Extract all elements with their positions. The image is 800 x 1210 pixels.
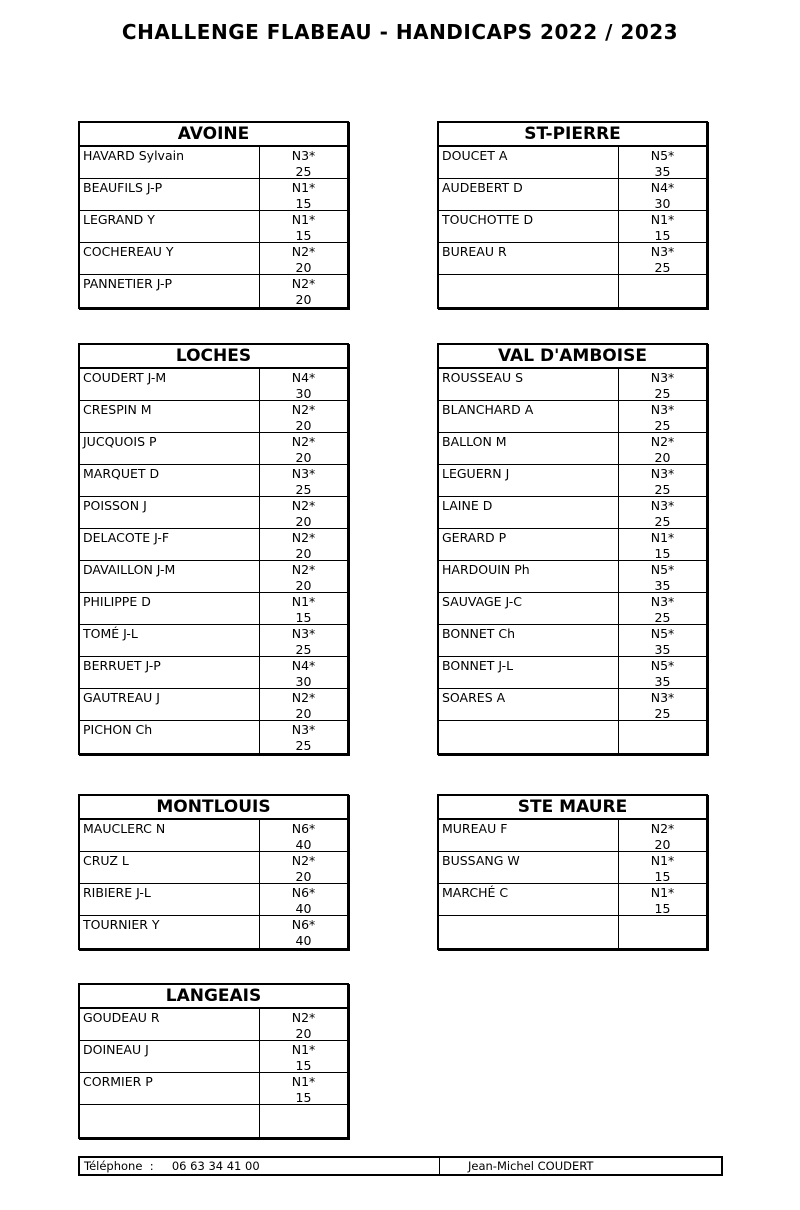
handicap-level: N2*	[291, 562, 316, 577]
player-handicap	[260, 625, 347, 656]
player-handicap	[260, 852, 347, 883]
handicap-points: 25	[295, 641, 312, 657]
player-handicap	[619, 529, 706, 560]
handicap-level: N4*	[291, 370, 316, 385]
player-handicap	[619, 497, 706, 528]
player-name: BEAUFILS J-P	[80, 179, 260, 210]
player-name: JUCQUOIS P	[80, 433, 260, 464]
handicap-points: 20	[295, 868, 312, 884]
player-row	[439, 147, 706, 179]
player-handicap	[260, 369, 347, 400]
handicap-points: 15	[295, 195, 312, 211]
player-handicap	[619, 820, 706, 851]
handicap-points: 35	[654, 577, 671, 593]
player-row	[80, 529, 347, 561]
player-name: SAUVAGE J-C	[439, 593, 619, 624]
player-handicap	[619, 916, 706, 948]
player-row	[439, 852, 706, 884]
handicap-level: N2*	[291, 244, 316, 259]
player-name: BUSSANG W	[439, 852, 619, 883]
player-name: BLANCHARD A	[439, 401, 619, 432]
player-row	[80, 884, 347, 916]
player-handicap	[260, 1041, 347, 1072]
handicap-points: 20	[295, 291, 312, 307]
handicap-level: N3*	[291, 722, 316, 737]
handicap-points: 25	[295, 737, 312, 753]
player-handicap	[619, 179, 706, 210]
player-row	[80, 147, 347, 179]
player-name: DOINEAU J	[80, 1041, 260, 1072]
player-row	[80, 369, 347, 401]
player-handicap	[619, 369, 706, 400]
handicap-points: 20	[654, 449, 671, 465]
handicap-level: N3*	[650, 594, 675, 609]
handicap-points: 25	[654, 609, 671, 625]
player-row	[80, 1105, 347, 1137]
handicap-level: N1*	[291, 594, 316, 609]
player-row	[80, 721, 347, 753]
player-row	[80, 275, 347, 307]
player-row	[439, 275, 706, 307]
player-row	[439, 211, 706, 243]
player-handicap	[619, 275, 706, 307]
player-row	[439, 625, 706, 657]
footer-phone: Téléphone : 06 63 34 41 00	[80, 1158, 440, 1174]
player-row	[80, 689, 347, 721]
handicap-points: 25	[295, 163, 312, 179]
handicap-points: 20	[295, 259, 312, 275]
player-handicap	[260, 1105, 347, 1137]
player-handicap	[260, 465, 347, 496]
player-row	[80, 497, 347, 529]
handicap-level: N3*	[291, 148, 316, 163]
handicap-level: N4*	[291, 658, 316, 673]
footer-contact	[78, 1156, 723, 1176]
player-handicap	[260, 433, 347, 464]
handicap-level: N1*	[291, 180, 316, 195]
club-table	[78, 121, 349, 309]
player-row	[439, 369, 706, 401]
player-row	[439, 433, 706, 465]
player-row	[439, 529, 706, 561]
handicap-points: 25	[654, 481, 671, 497]
player-row	[439, 884, 706, 916]
player-name: CRESPIN M	[80, 401, 260, 432]
player-name: DAVAILLON J-M	[80, 561, 260, 592]
player-name: TOMÉ J-L	[80, 625, 260, 656]
player-row	[80, 1073, 347, 1105]
player-handicap	[619, 561, 706, 592]
club-table	[78, 983, 349, 1139]
player-row	[80, 243, 347, 275]
handicap-level: N1*	[291, 1042, 316, 1057]
handicap-level: N6*	[291, 917, 316, 932]
club-table	[78, 794, 349, 950]
handicap-level: N3*	[650, 498, 675, 513]
player-handicap	[260, 721, 347, 753]
handicap-points: 15	[654, 868, 671, 884]
player-name: BUREAU R	[439, 243, 619, 274]
player-handicap	[619, 657, 706, 688]
player-name: TOURNIER Y	[80, 916, 260, 948]
handicap-level: N2*	[291, 498, 316, 513]
player-handicap	[619, 689, 706, 720]
player-handicap	[260, 916, 347, 948]
player-handicap	[260, 401, 347, 432]
player-row	[439, 916, 706, 948]
handicap-level: N5*	[650, 626, 675, 641]
player-handicap	[260, 179, 347, 210]
player-name: LEGUERN J	[439, 465, 619, 496]
player-handicap	[619, 884, 706, 915]
player-row	[80, 625, 347, 657]
player-name: BALLON M	[439, 433, 619, 464]
handicap-level: N1*	[650, 212, 675, 227]
player-name: GERARD P	[439, 529, 619, 560]
player-handicap	[260, 593, 347, 624]
handicap-level: N3*	[650, 370, 675, 385]
player-handicap	[619, 433, 706, 464]
handicap-points: 25	[654, 259, 671, 275]
player-handicap	[260, 529, 347, 560]
player-name: CRUZ L	[80, 852, 260, 883]
player-handicap	[619, 593, 706, 624]
player-name: COCHEREAU Y	[80, 243, 260, 274]
club-name: AVOINE	[80, 123, 347, 147]
handicap-points: 25	[654, 385, 671, 401]
player-row	[80, 852, 347, 884]
player-name	[439, 916, 619, 948]
player-handicap	[619, 721, 706, 753]
handicap-level: N4*	[650, 180, 675, 195]
player-name: HARDOUIN Ph	[439, 561, 619, 592]
handicap-points: 20	[295, 577, 312, 593]
handicap-level: N5*	[650, 562, 675, 577]
handicap-points: 35	[654, 163, 671, 179]
player-row	[80, 1041, 347, 1073]
page-title: CHALLENGE FLABEAU - HANDICAPS 2022 / 2023	[121, 20, 679, 44]
player-handicap	[619, 625, 706, 656]
handicap-level: N1*	[650, 530, 675, 545]
player-row	[80, 211, 347, 243]
player-handicap	[260, 689, 347, 720]
player-name: HAVARD Sylvain	[80, 147, 260, 178]
club-name: LANGEAIS	[80, 985, 347, 1009]
handicap-level: N3*	[650, 244, 675, 259]
handicap-points: 40	[295, 836, 312, 852]
player-name: MARQUET D	[80, 465, 260, 496]
player-name	[80, 1105, 260, 1137]
handicap-points: 30	[654, 195, 671, 211]
handicap-points: 20	[295, 449, 312, 465]
handicap-points: 15	[295, 1057, 312, 1073]
handicap-level: N6*	[291, 885, 316, 900]
player-row	[80, 916, 347, 948]
handicap-level: N3*	[291, 466, 316, 481]
player-name: PICHON Ch	[80, 721, 260, 753]
player-name: DELACOTE J-F	[80, 529, 260, 560]
player-row	[439, 179, 706, 211]
player-row	[439, 820, 706, 852]
player-handicap	[260, 275, 347, 307]
handicap-points: 20	[295, 705, 312, 721]
handicap-points: 20	[295, 417, 312, 433]
player-name: MARCHÉ C	[439, 884, 619, 915]
player-handicap	[260, 211, 347, 242]
player-name: GAUTREAU J	[80, 689, 260, 720]
player-row	[439, 721, 706, 753]
handicap-level: N2*	[291, 690, 316, 705]
handicap-level: N5*	[650, 148, 675, 163]
handicap-points: 35	[654, 641, 671, 657]
player-name: POISSON J	[80, 497, 260, 528]
handicap-points: 25	[654, 705, 671, 721]
handicap-level: N3*	[650, 402, 675, 417]
handicap-points: 40	[295, 900, 312, 916]
handicap-level: N2*	[291, 402, 316, 417]
player-name: GOUDEAU R	[80, 1009, 260, 1040]
handicap-level: N2*	[650, 434, 675, 449]
player-row	[80, 433, 347, 465]
handicap-level: N2*	[291, 434, 316, 449]
handicap-points: 15	[654, 227, 671, 243]
handicap-level: N1*	[291, 1074, 316, 1089]
handicap-level: N3*	[291, 626, 316, 641]
handicap-level: N3*	[650, 466, 675, 481]
player-handicap	[260, 820, 347, 851]
player-name: RIBIERE J-L	[80, 884, 260, 915]
player-handicap	[619, 401, 706, 432]
club-table	[437, 794, 708, 950]
player-handicap	[619, 852, 706, 883]
player-name: LEGRAND Y	[80, 211, 260, 242]
handicap-points: 15	[295, 1089, 312, 1105]
player-row	[439, 401, 706, 433]
club-name: ST-PIERRE	[439, 123, 706, 147]
player-name	[439, 721, 619, 753]
club-name: VAL D'AMBOISE	[439, 345, 706, 369]
club-table	[437, 343, 708, 755]
player-handicap	[260, 243, 347, 274]
player-handicap	[260, 884, 347, 915]
player-name: TOUCHOTTE D	[439, 211, 619, 242]
handicap-points: 25	[654, 417, 671, 433]
player-row	[80, 179, 347, 211]
player-name: MAUCLERC N	[80, 820, 260, 851]
player-row	[439, 689, 706, 721]
player-row	[80, 593, 347, 625]
player-row	[439, 561, 706, 593]
player-name: PHILIPPE D	[80, 593, 260, 624]
handicap-points: 25	[295, 481, 312, 497]
handicap-level: N1*	[291, 212, 316, 227]
handicap-points: 15	[654, 545, 671, 561]
player-name: SOARES A	[439, 689, 619, 720]
player-handicap	[619, 465, 706, 496]
handicap-points: 20	[654, 836, 671, 852]
handicap-points: 15	[654, 900, 671, 916]
handicap-points: 35	[654, 673, 671, 689]
player-name: DOUCET A	[439, 147, 619, 178]
handicap-level: N2*	[650, 821, 675, 836]
handicap-level: N1*	[650, 853, 675, 868]
player-row	[80, 1009, 347, 1041]
player-handicap	[260, 1073, 347, 1104]
handicap-level: N2*	[291, 276, 316, 291]
player-row	[80, 820, 347, 852]
player-name: AUDEBERT D	[439, 179, 619, 210]
handicap-level: N2*	[291, 853, 316, 868]
handicap-points: 20	[295, 513, 312, 529]
handicap-points: 40	[295, 932, 312, 948]
player-row	[439, 465, 706, 497]
player-handicap	[260, 497, 347, 528]
player-handicap	[619, 147, 706, 178]
player-name: ROUSSEAU S	[439, 369, 619, 400]
player-row	[439, 243, 706, 275]
handicap-level: N2*	[291, 1010, 316, 1025]
player-name: BONNET J-L	[439, 657, 619, 688]
player-name: PANNETIER J-P	[80, 275, 260, 307]
club-table	[78, 343, 349, 755]
player-name: LAINE D	[439, 497, 619, 528]
handicap-level: N5*	[650, 658, 675, 673]
handicap-points: 25	[654, 513, 671, 529]
footer-contact-name: Jean-Michel COUDERT	[468, 1159, 594, 1173]
handicap-points: 15	[295, 227, 312, 243]
handicap-level: N3*	[650, 690, 675, 705]
handicap-level: N1*	[650, 885, 675, 900]
player-name: BONNET Ch	[439, 625, 619, 656]
player-name: CORMIER P	[80, 1073, 260, 1104]
player-row	[80, 401, 347, 433]
player-row	[80, 657, 347, 689]
club-table	[437, 121, 708, 309]
player-name: BERRUET J-P	[80, 657, 260, 688]
player-row	[439, 657, 706, 689]
player-row	[80, 561, 347, 593]
player-handicap	[619, 243, 706, 274]
player-handicap	[619, 211, 706, 242]
player-handicap	[260, 1009, 347, 1040]
player-name	[439, 275, 619, 307]
player-name: MUREAU F	[439, 820, 619, 851]
player-row	[80, 465, 347, 497]
player-handicap	[260, 147, 347, 178]
club-name: LOCHES	[80, 345, 347, 369]
handicap-points: 30	[295, 673, 312, 689]
player-handicap	[260, 657, 347, 688]
handicap-level: N6*	[291, 821, 316, 836]
player-handicap	[260, 561, 347, 592]
handicap-points: 15	[295, 609, 312, 625]
handicap-points: 20	[295, 1025, 312, 1041]
club-name: STE MAURE	[439, 796, 706, 820]
club-name: MONTLOUIS	[80, 796, 347, 820]
handicap-points: 30	[295, 385, 312, 401]
player-name: COUDERT J-M	[80, 369, 260, 400]
player-row	[439, 497, 706, 529]
handicap-points: 20	[295, 545, 312, 561]
handicap-level: N2*	[291, 530, 316, 545]
player-row	[439, 593, 706, 625]
